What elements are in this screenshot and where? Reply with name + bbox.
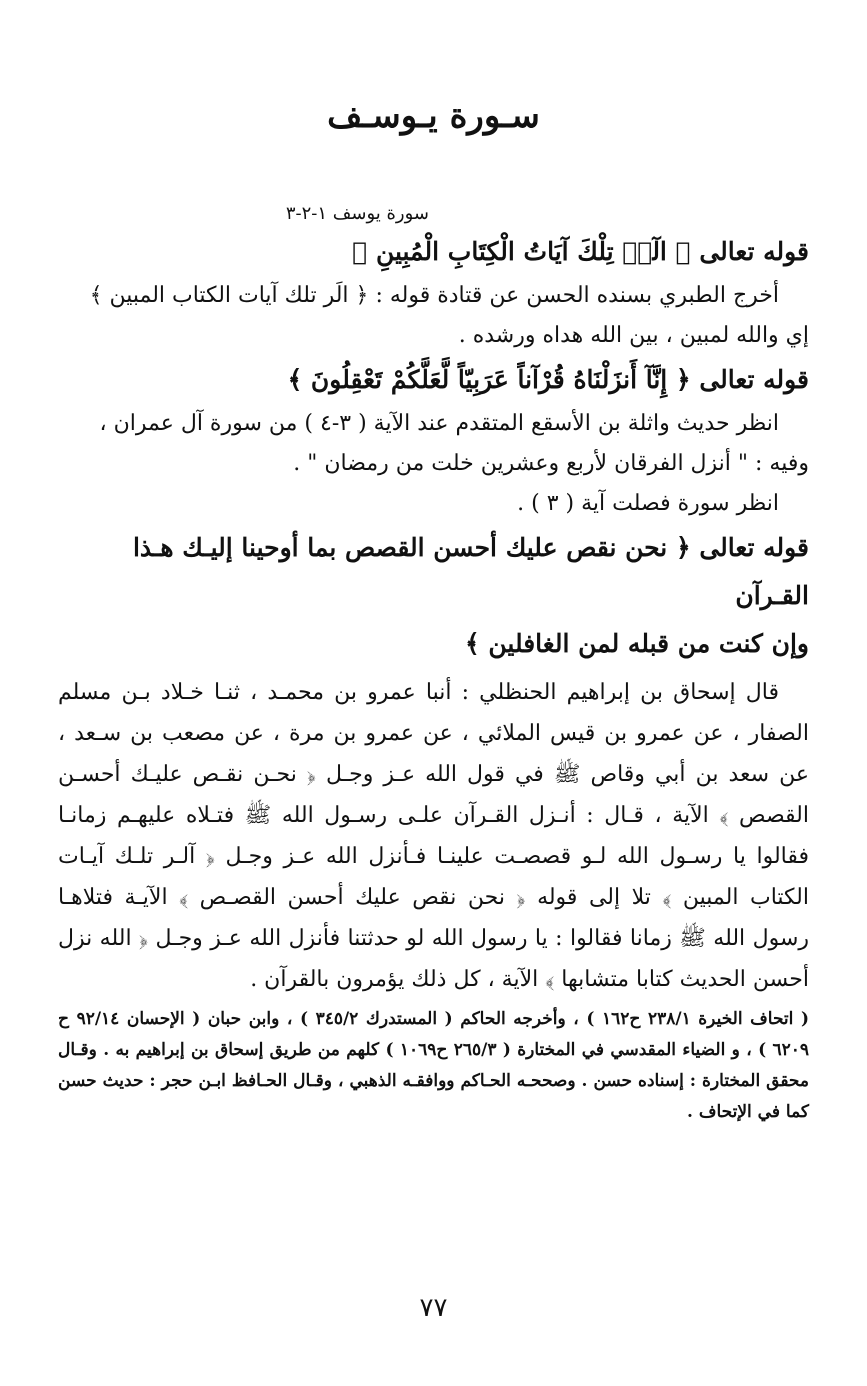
quran-verse: ﴿ إِنَّآ أَنزَلْنَاهُ قُرْآناً عَرَبِيّاً لَّعَلَّكُمْ تَعْقِلُونَ ﴾ bbox=[287, 365, 691, 394]
page-number: ٧٧ bbox=[419, 1293, 448, 1323]
commentary-line: إي والله لمبين ، بين الله هداه ورشده . bbox=[458, 323, 809, 348]
commentary-line: انظر سورة فصلت آية ( ٣ ) . bbox=[517, 491, 779, 516]
commentary-text: أخرج الطبري بسنده الحسن عن قتادة قوله : bbox=[375, 283, 779, 308]
verse-heading-1 bbox=[58, 228, 809, 276]
footnote: ( اتحاف الخيرة ٢٣٨/١ ح١٦٢ ) ، وأخرجه الحاكم ( المستدرك ٣٤٥/٢ ) ، وابن حبان ( الإحسان ٩٢/١٤ ح ٦٢٠٩ ) ، و الضياء المقدسي في المختارة ( ٢٦٥/٣ ح١٠٦٩ ) كلهم من طريق إسحاق بن إبراهيم به . وقـال محقق المختارة : إسناده حسن . وصححـه الحـاكم ووافقـه الذهبي ، وقـال الحـافظ ابـن حجر : حديث حسن كما في الإتحاف . bbox=[58, 1009, 809, 1122]
quoted-verse: ﴿ الَر تلك آيات الكتاب المبين ﴾ bbox=[89, 283, 369, 308]
quran-verse: ﴿ الٓرۚ تِلْكَ آيَاتُ الْكِتَابِ الْمُبِينِ ﴾ bbox=[352, 237, 691, 266]
heading-prefix: قوله تعالى bbox=[699, 237, 809, 266]
verse-heading-3 bbox=[58, 524, 809, 668]
commentary-line: وفيه : " أنزل الفرقان لأربع وعشرين خلت من رمضان " . bbox=[293, 451, 809, 476]
verse-reference: سورة يوسف ١-٢-٣ bbox=[285, 203, 429, 224]
verse-heading-2 bbox=[58, 356, 809, 404]
commentary-paragraph bbox=[58, 276, 809, 316]
page-content bbox=[58, 200, 809, 1128]
heading-line: وإن كنت من قبله لمن الغافلين ﴾ bbox=[465, 629, 809, 658]
heading-line: قوله تعالى ﴿ نحن نقص عليك أحسن القصص بما أوحينا إليـك هـذا القـرآن bbox=[132, 533, 809, 610]
hadith-paragraph: قال إسحاق بن إبراهيم الحنظلي : أنبا عمرو بن محمـد ، ثنـا خـلاد بـن مسلم الصفار ، عن عمرو بن قيس الملائي ، عن عمرو بن مرة ، عن مصعب بن سـعد ، عن سعد بن أبي وقاص ﷺ في قول الله عـز وجـل ﴿ نحـن نقـص عليـك أحسـن القصص ﴾ الآية ، قـال : أنـزل القـرآن علـى رسـول الله ﷺ فتـلاه عليهـم زمانـا فقالوا يا رسـول الله لـو قصصـت علينـا فـأنزل الله عـز وجـل ﴿ آلـر تلـك آيـات الكتاب المبين ﴾ تلا إلى قوله ﴿ نحن نقص عليك أحسن القصـص ﴾ الآيـة فتلاهـا رسول الله ﷺ زمانا فقالوا : يا رسول الله لو حدثتنا فأنزل الله عـز وجـل ﴿ الله نزل أحسن الحديث كتابا متشابها ﴾ الآية ، كل ذلك يؤمرون بالقرآن . bbox=[58, 680, 809, 992]
surah-title: سـورة يـوسـف bbox=[327, 96, 540, 136]
commentary-line: انظر حديث واثلة بن الأسقع المتقدم عند الآية ( ٣-٤ ) من سورة آل عمران ، bbox=[99, 411, 779, 436]
heading-prefix: قوله تعالى bbox=[699, 365, 809, 394]
